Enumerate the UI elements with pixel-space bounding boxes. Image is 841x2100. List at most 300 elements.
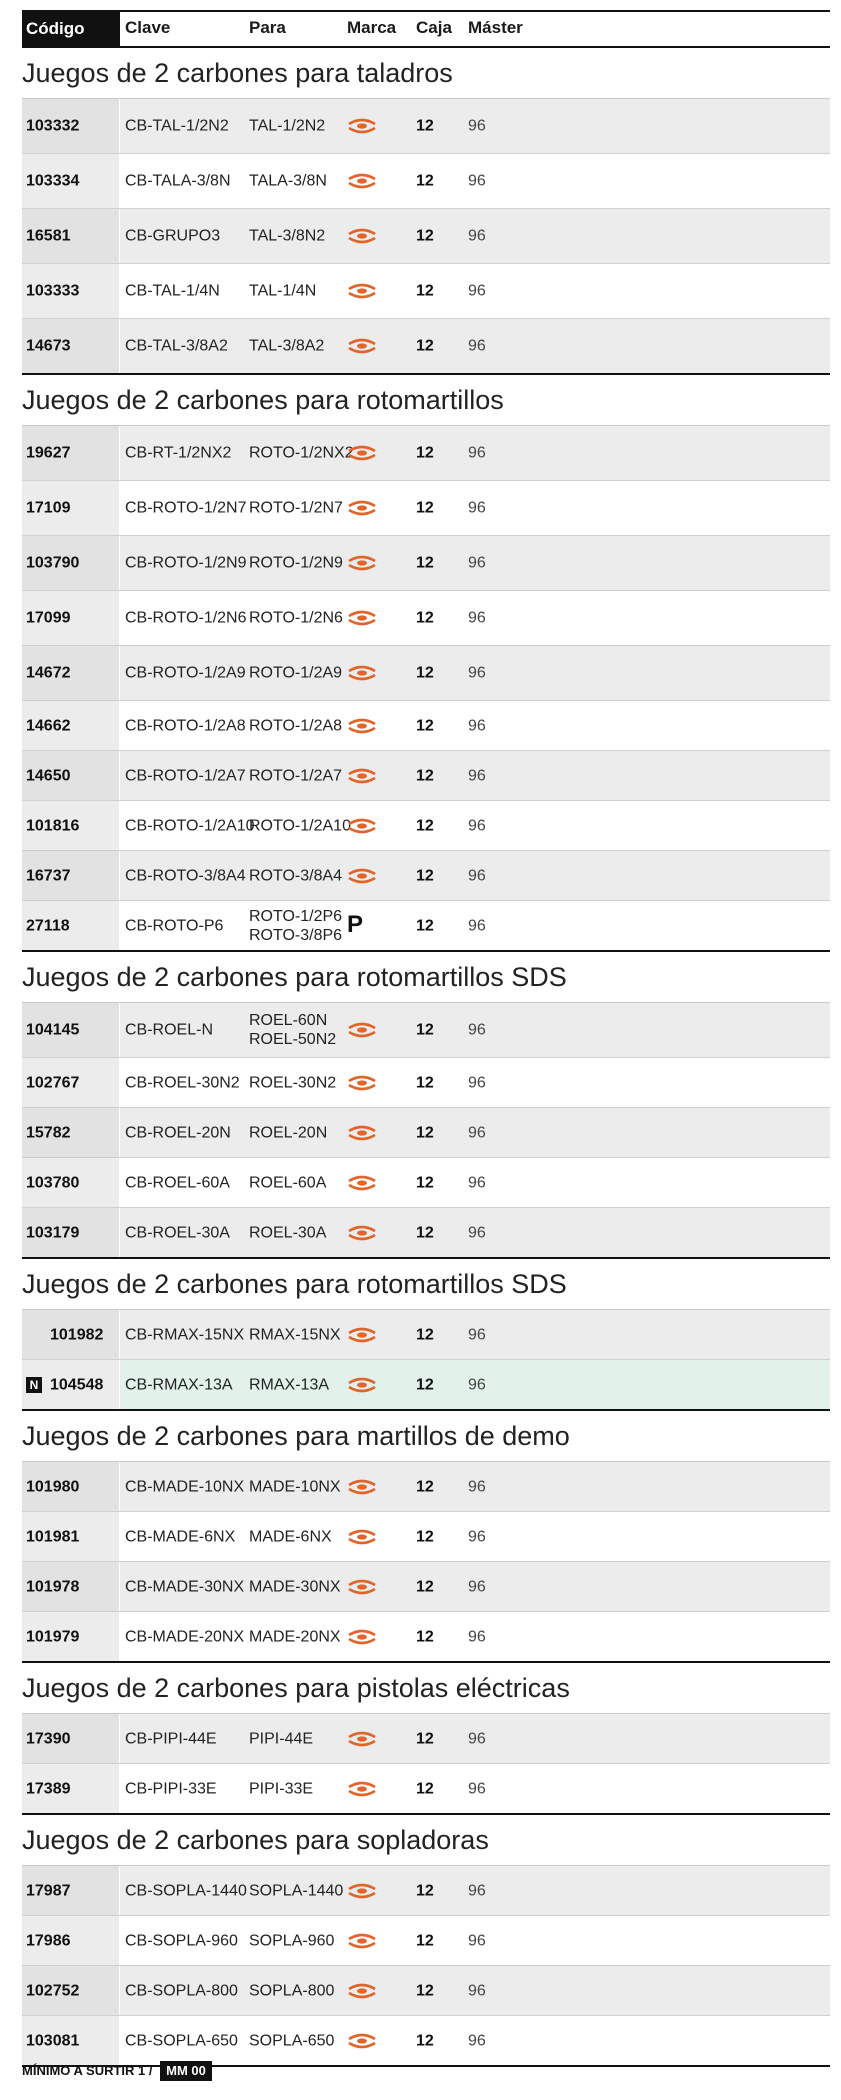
marca-cell (347, 170, 377, 192)
table-row (22, 99, 830, 154)
master-value: 96 (468, 1174, 486, 1191)
master-value: 96 (468, 717, 486, 734)
clave-value: CB-ROEL-60A (125, 1174, 230, 1191)
codigo-cell (22, 1208, 120, 1257)
para-cell (249, 1577, 341, 1596)
marca-cell (347, 662, 377, 684)
caja-value: 12 (416, 1578, 434, 1595)
codigo-value: 101982 (50, 1326, 104, 1343)
caja-value: 12 (416, 1982, 434, 1999)
caja-value: 12 (416, 1124, 434, 1141)
codigo-cell (22, 536, 120, 590)
master-value: 96 (468, 1882, 486, 1899)
para-value: ROEL-50N2 (249, 1031, 337, 1048)
para-value: SOPLA-650 (249, 2032, 335, 2049)
brand-logo-icon (347, 170, 377, 192)
product-section (22, 1663, 830, 1815)
marca-cell (347, 910, 377, 938)
para-cell (249, 1981, 334, 2000)
codigo-value: 17986 (26, 1932, 71, 1949)
para-value: TAL-1/2N2 (249, 117, 326, 135)
marca-cell (347, 335, 377, 357)
para-cell (249, 1073, 336, 1092)
para-value: PIPI-33E (249, 1780, 314, 1797)
codigo-value: 101816 (26, 817, 80, 834)
brand-logo-icon (347, 2030, 377, 2052)
caja-value: 12 (416, 1730, 434, 1747)
para-value: ROTO-1/2A9 (249, 664, 343, 682)
table-row (22, 1764, 830, 1813)
brand-logo-icon (347, 335, 377, 357)
product-section (22, 1259, 830, 1411)
brand-logo-icon (347, 607, 377, 629)
clave-value: CB-RMAX-13A (125, 1376, 233, 1393)
marca-cell (347, 1778, 377, 1800)
para-value: ROEL-30N2 (249, 1074, 337, 1091)
para-cell (249, 172, 327, 191)
caja-value: 12 (416, 337, 434, 355)
marca-cell (347, 1374, 377, 1396)
sections-container (22, 48, 830, 2067)
table-row (22, 1108, 830, 1158)
marca-cell (347, 442, 377, 464)
para-cell (249, 1477, 341, 1496)
caja-value: 12 (416, 282, 434, 300)
table-row (22, 154, 830, 209)
para-value: TALA-3/8N (249, 172, 327, 190)
codigo-cell (22, 319, 120, 373)
master-value: 96 (468, 867, 486, 884)
marca-cell (347, 1576, 377, 1598)
codigo-value: 17987 (26, 1882, 71, 1899)
clave-value: CB-TAL-3/8A2 (125, 337, 228, 355)
table-row (22, 801, 830, 851)
para-cell (249, 1931, 334, 1950)
codigo-cell (22, 646, 120, 700)
marca-cell (347, 815, 377, 837)
caja-value: 12 (416, 1628, 434, 1645)
brand-logo-icon (347, 1778, 377, 1800)
codigo-value: 17099 (26, 609, 71, 627)
codigo-cell (22, 1764, 120, 1813)
section-title: Juegos de 2 carbones para rotomartillos SDS (22, 1259, 830, 1310)
catalog-sheet (22, 10, 830, 2067)
marca-cell (347, 1930, 377, 1952)
para-value: ROTO-3/8P6 (249, 926, 343, 944)
table-row (22, 701, 830, 751)
codigo-cell (22, 426, 120, 480)
codigo-cell (22, 1462, 120, 1511)
marca-cell (347, 607, 377, 629)
master-value: 96 (468, 817, 486, 834)
caja-value: 12 (416, 767, 434, 784)
para-cell (249, 337, 324, 356)
table-row (22, 1966, 830, 2016)
marca-cell (347, 1526, 377, 1548)
para-cell (249, 1527, 332, 1546)
codigo-value: 104145 (26, 1021, 80, 1039)
para-value: ROTO-1/2N7 (249, 499, 343, 517)
caja-value: 12 (416, 1376, 434, 1393)
marca-cell (347, 280, 377, 302)
table-row (22, 319, 830, 373)
marca-cell (347, 1980, 377, 2002)
codigo-cell (22, 851, 120, 900)
codigo-cell (22, 264, 120, 318)
para-cell (249, 1173, 326, 1192)
table-row (22, 2016, 830, 2065)
master-value: 96 (468, 1780, 486, 1797)
codigo-cell (22, 1058, 120, 1107)
para-cell (249, 1729, 313, 1748)
column-header-caja: Caja (416, 18, 452, 37)
codigo-cell (22, 1916, 120, 1965)
brand-logo-icon (347, 1122, 377, 1144)
section-title: Juegos de 2 carbones para rotomartillos SDS (22, 952, 830, 1003)
brand-logo-icon (347, 815, 377, 837)
caja-value: 12 (416, 717, 434, 734)
brand-logo-icon (347, 1172, 377, 1194)
table-row (22, 851, 830, 901)
section-title: Juegos de 2 carbones para rotomartillos (22, 375, 830, 426)
brand-logo-icon (347, 1526, 377, 1548)
para-cell (249, 1375, 329, 1394)
caja-value: 12 (416, 2032, 434, 2049)
table-row (22, 1562, 830, 1612)
column-header-marca: Marca (347, 18, 397, 37)
table-row (22, 646, 830, 701)
master-value: 96 (468, 1326, 486, 1343)
para-cell (249, 664, 342, 683)
marca-cell (347, 552, 377, 574)
codigo-cell (22, 2016, 120, 2065)
para-cell (249, 117, 325, 136)
clave-value: CB-MADE-20NX (125, 1628, 245, 1645)
table-row (22, 1310, 830, 1360)
master-value: 96 (468, 337, 486, 355)
brand-logo-icon (347, 1930, 377, 1952)
clave-value: CB-TAL-1/4N (125, 282, 220, 300)
caja-value: 12 (416, 1932, 434, 1949)
para-cell (249, 609, 343, 628)
marca-cell (347, 497, 377, 519)
table-row (22, 591, 830, 646)
codigo-value: 17389 (26, 1780, 71, 1797)
brand-logo-icon (347, 1576, 377, 1598)
footer-label: MÍNIMO A SURTIR 1 / (22, 2063, 153, 2078)
para-value: MADE-10NX (249, 1478, 341, 1495)
codigo-cell (22, 154, 120, 208)
codigo-cell (22, 1562, 120, 1611)
master-value: 96 (468, 1021, 486, 1039)
brand-logo-icon (347, 1019, 377, 1041)
marca-cell (347, 1172, 377, 1194)
master-value: 96 (468, 1528, 486, 1545)
table-row (22, 1158, 830, 1208)
para-cell (249, 907, 342, 945)
master-value: 96 (468, 1124, 486, 1141)
table-row (22, 481, 830, 536)
caja-value: 12 (416, 117, 434, 135)
section-title: Juegos de 2 carbones para martillos de demo (22, 1411, 830, 1462)
codigo-value: 14662 (26, 717, 71, 734)
table-row (22, 209, 830, 264)
para-value: SOPLA-800 (249, 1982, 335, 1999)
para-value: ROTO-1/2N9 (249, 554, 343, 572)
clave-value: CB-ROTO-1/2A9 (125, 664, 246, 682)
codigo-cell (22, 801, 120, 850)
para-cell (249, 866, 342, 885)
product-section (22, 1815, 830, 2067)
para-value: ROTO-3/8A4 (249, 867, 343, 884)
master-value: 96 (468, 172, 486, 190)
master-value: 96 (468, 1932, 486, 1949)
table-row (22, 1866, 830, 1916)
caja-value: 12 (416, 1882, 434, 1899)
column-header-row (22, 10, 830, 48)
table-row (22, 901, 830, 950)
master-value: 96 (468, 227, 486, 245)
caja-value: 12 (416, 227, 434, 245)
brand-logo-icon (347, 1324, 377, 1346)
clave-value: CB-TAL-1/2N2 (125, 117, 229, 135)
master-value: 96 (468, 917, 486, 934)
codigo-value: 103179 (26, 1224, 80, 1241)
codigo-cell (22, 481, 120, 535)
codigo-value: 14673 (26, 337, 71, 355)
table-row (22, 1003, 830, 1058)
clave-value: CB-MADE-6NX (125, 1528, 236, 1545)
clave-value: CB-ROTO-1/2N7 (125, 499, 247, 517)
codigo-value: 103790 (26, 554, 80, 572)
master-value: 96 (468, 1478, 486, 1495)
para-value: SOPLA-960 (249, 1932, 335, 1949)
codigo-cell (22, 209, 120, 263)
brand-logo-icon (347, 662, 377, 684)
para-value: ROTO-1/2A7 (249, 767, 343, 784)
clave-value: CB-MADE-30NX (125, 1578, 245, 1595)
caja-value: 12 (416, 609, 434, 627)
master-value: 96 (468, 554, 486, 572)
codigo-cell (22, 591, 120, 645)
codigo-cell (22, 1612, 120, 1661)
clave-value: CB-ROEL-20N (125, 1124, 231, 1141)
section-title: Juegos de 2 carbones para pistolas eléctricas (22, 1663, 830, 1714)
clave-value: CB-ROEL-N (125, 1021, 214, 1039)
para-value: SOPLA-1440 (249, 1882, 344, 1899)
clave-value: CB-RT-1/2NX2 (125, 444, 232, 462)
master-value: 96 (468, 117, 486, 135)
para-cell (249, 1779, 313, 1798)
caja-value: 12 (416, 554, 434, 572)
para-value: ROEL-60A (249, 1174, 327, 1191)
codigo-cell (22, 701, 120, 750)
master-value: 96 (468, 282, 486, 300)
marca-cell (347, 225, 377, 247)
codigo-value: 101980 (26, 1478, 80, 1495)
codigo-value: 16737 (26, 867, 71, 884)
codigo-value: 14672 (26, 664, 71, 682)
codigo-value: 101981 (26, 1528, 80, 1545)
column-header-codigo: Código (22, 12, 120, 46)
marca-cell (347, 765, 377, 787)
codigo-value: 17390 (26, 1730, 71, 1747)
section-title: Juegos de 2 carbones para taladros (22, 48, 830, 99)
clave-value: CB-ROTO-1/2A10 (125, 817, 255, 834)
marca-cell (347, 715, 377, 737)
brand-logo-icon (347, 865, 377, 887)
clave-value: CB-PIPI-33E (125, 1780, 217, 1797)
clave-value: CB-ROTO-1/2N9 (125, 554, 247, 572)
table-row (22, 1714, 830, 1764)
master-value: 96 (468, 1074, 486, 1091)
para-value: TAL-3/8A2 (249, 337, 325, 355)
caja-value: 12 (416, 1326, 434, 1343)
master-value: 96 (468, 2032, 486, 2049)
new-badge: N (26, 1377, 42, 1393)
caja-value: 12 (416, 1780, 434, 1797)
codigo-cell (22, 1003, 120, 1057)
caja-value: 12 (416, 1224, 434, 1241)
marca-cell (347, 1072, 377, 1094)
codigo-value: 15782 (26, 1124, 71, 1141)
table-row (22, 1916, 830, 1966)
para-value: MADE-20NX (249, 1628, 341, 1645)
para-cell (249, 554, 343, 573)
marca-cell (347, 1324, 377, 1346)
codigo-cell (22, 1966, 120, 2015)
para-cell (249, 227, 325, 246)
codigo-value: 103332 (26, 117, 80, 135)
master-value: 96 (468, 1730, 486, 1747)
master-value: 96 (468, 499, 486, 517)
marca-cell (347, 865, 377, 887)
master-value: 96 (468, 1628, 486, 1645)
table-row (22, 1612, 830, 1661)
footer (22, 2060, 212, 2082)
para-cell (249, 1011, 336, 1049)
master-value: 96 (468, 609, 486, 627)
para-cell (249, 816, 351, 835)
codigo-value: 101979 (26, 1628, 80, 1645)
clave-value: CB-GRUPO3 (125, 227, 221, 245)
brand-logo-icon (347, 1222, 377, 1244)
master-value: 96 (468, 664, 486, 682)
table-row (22, 1360, 830, 1409)
codigo-value: 14650 (26, 767, 71, 784)
caja-value: 12 (416, 1174, 434, 1191)
brand-logo-icon (347, 552, 377, 574)
brand-p-mark: P (347, 910, 364, 938)
caja-value: 12 (416, 499, 434, 517)
marca-cell (347, 1476, 377, 1498)
clave-value: CB-SOPLA-800 (125, 1982, 238, 1999)
para-value: MADE-6NX (249, 1528, 332, 1545)
clave-value: CB-MADE-10NX (125, 1478, 245, 1495)
codigo-cell (22, 1360, 120, 1409)
table-row (22, 751, 830, 801)
codigo-value: 103333 (26, 282, 80, 300)
master-value: 96 (468, 444, 486, 462)
caja-value: 12 (416, 1478, 434, 1495)
brand-logo-icon (347, 1626, 377, 1648)
brand-logo-icon (347, 1880, 377, 1902)
codigo-cell (22, 1512, 120, 1561)
para-value: TAL-1/4N (249, 282, 317, 300)
para-cell (249, 1627, 341, 1646)
para-cell (249, 1123, 327, 1142)
caja-value: 12 (416, 917, 434, 934)
codigo-cell (22, 1866, 120, 1915)
codigo-value: 27118 (26, 917, 70, 934)
brand-logo-icon (347, 497, 377, 519)
clave-value: CB-ROEL-30N2 (125, 1074, 240, 1091)
para-value: ROEL-30A (249, 1224, 327, 1241)
para-cell (249, 444, 354, 463)
para-value: ROTO-1/2A8 (249, 717, 343, 734)
para-cell (249, 1325, 341, 1344)
section-title: Juegos de 2 carbones para sopladoras (22, 1815, 830, 1866)
column-header-master: Máster (468, 18, 523, 37)
para-value: MADE-30NX (249, 1578, 341, 1595)
para-cell (249, 1881, 343, 1900)
clave-value: CB-ROTO-1/2A7 (125, 767, 246, 784)
column-header-para: Para (249, 18, 286, 37)
para-value: RMAX-13A (249, 1376, 330, 1393)
caja-value: 12 (416, 817, 434, 834)
para-value: ROTO-1/2NX2 (249, 444, 354, 462)
master-value: 96 (468, 1376, 486, 1393)
clave-value: CB-SOPLA-960 (125, 1932, 238, 1949)
brand-logo-icon (347, 115, 377, 137)
master-value: 96 (468, 1982, 486, 1999)
codigo-cell (22, 1158, 120, 1207)
brand-logo-icon (347, 715, 377, 737)
para-cell (249, 282, 316, 301)
brand-logo-icon (347, 225, 377, 247)
caja-value: 12 (416, 664, 434, 682)
para-cell (249, 1223, 326, 1242)
codigo-value: 102767 (26, 1074, 80, 1091)
marca-cell (347, 115, 377, 137)
marca-cell (347, 1626, 377, 1648)
marca-cell (347, 1222, 377, 1244)
master-value: 96 (468, 1578, 486, 1595)
brand-logo-icon (347, 1476, 377, 1498)
clave-value: CB-ROTO-P6 (125, 917, 224, 934)
product-section (22, 48, 830, 375)
table-row (22, 264, 830, 319)
codigo-value: 103081 (26, 2032, 80, 2049)
para-cell (249, 499, 343, 518)
clave-value: CB-ROTO-1/2N6 (125, 609, 247, 627)
para-value: TAL-3/8N2 (249, 227, 326, 245)
para-value: ROTO-1/2A10 (249, 817, 351, 834)
codigo-cell (22, 751, 120, 800)
codigo-cell (22, 99, 120, 153)
codigo-cell (22, 1310, 120, 1359)
codigo-value: 104548 (50, 1376, 104, 1393)
caja-value: 12 (416, 172, 434, 190)
clave-value: CB-SOPLA-1440 (125, 1882, 247, 1899)
table-row (22, 1208, 830, 1257)
product-section (22, 1411, 830, 1663)
codigo-value: 101978 (26, 1578, 80, 1595)
codigo-cell (22, 1714, 120, 1763)
table-row (22, 1512, 830, 1562)
codigo-value: 19627 (26, 444, 71, 462)
product-section (22, 952, 830, 1259)
